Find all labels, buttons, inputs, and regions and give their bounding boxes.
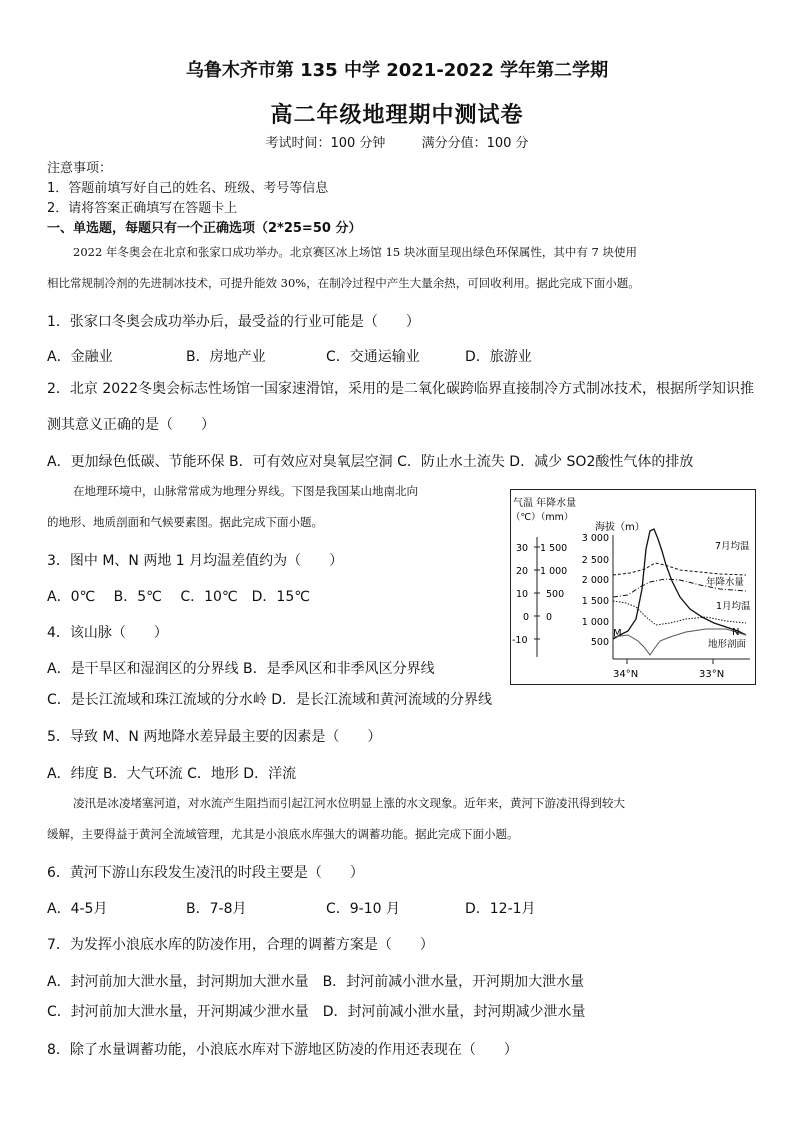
question-stem: 5．导致 M、N 两地降水差异最主要的因素是（ ） <box>47 729 382 745</box>
question-stem: 4．该山脉（ ） <box>47 625 168 641</box>
full-score: 满分分值：100 分 <box>421 136 529 151</box>
options-line: A．纬度 B．大气环流 C．地形 D．洋流 <box>47 766 297 782</box>
right-axis-title: 海拔（m） <box>595 522 645 533</box>
precip-tick: 1 500 <box>540 543 568 554</box>
temp-tick: 30 <box>516 543 529 554</box>
temp-tick: -10 <box>512 635 528 646</box>
question-stem: 6．黄河下游山东段发生凌汛的时段主要是（ ） <box>47 865 364 881</box>
elev-tick: 1 000 <box>581 617 609 628</box>
left-axis-title: 气温 年降水量 <box>513 498 577 509</box>
point-label-m: M <box>613 628 622 639</box>
legend-terrain-profile: 地形剖面 <box>708 639 747 650</box>
options-line: A．是干旱区和湿润区的分界线 B．是季风区和非季风区分界线 <box>47 661 435 677</box>
notes-item: 1．答题前填写好自己的姓名、班级、考号等信息 <box>47 181 329 196</box>
climate-terrain-profile-figure <box>510 489 756 685</box>
notes-item: 2．请将答案正确填写在答题卡上 <box>47 201 238 216</box>
option-a: A．4-5月 <box>47 901 108 917</box>
question-stem: 8．除了水量调蓄功能，小浪底水库对下游地区防凌的作用还表现在（ ） <box>47 1042 518 1058</box>
option-c: C．9-10 月 <box>326 901 400 917</box>
elev-tick: 500 <box>590 637 609 648</box>
notes-heading: 注意事项： <box>47 161 113 176</box>
temp-tick: 20 <box>516 566 529 577</box>
precip-tick: 0 <box>546 612 553 623</box>
question-stem: 3．图中 M、N 两地 1 月均温差值约为（ ） <box>47 553 344 569</box>
passage-line: 在地理环境中，山脉常常成为地理分界线。下图是我国某山地南北向 <box>73 484 418 498</box>
x-label-34N: 34°N <box>613 669 639 680</box>
point-label-n: N <box>732 627 740 638</box>
options-line: A．更加绿色低碳、节能环保 B．可有效应对臭氧层空洞 C．防止水土流失 D．减少 SO2酸性气体的排放 <box>47 454 694 470</box>
legend-precipitation: 年降水量 <box>706 577 745 588</box>
legend-july-temp: 7月均温 <box>715 541 750 552</box>
elev-tick: 2 500 <box>581 555 609 566</box>
section-heading: 一、单选题，每题只有一个正确选项（2*25=50 分） <box>47 221 362 236</box>
legend-january-temp: 1月均温 <box>716 601 751 612</box>
options-line: A．0℃ B．5℃ C．10℃ D．15℃ <box>47 589 310 605</box>
passage-line: 缓解，主要得益于黄河全流域管理，尤其是小浪底水库强大的调蓄功能。据此完成下面小题。 <box>47 827 519 841</box>
passage-line: 相比常规制冷剂的先进制冰技术，可提升能效 30%，在制冷过程中产生大量余热，可回收利用。据此完成下面小题。 <box>47 276 640 290</box>
options-line: A．封河前加大泄水量，封河期加大泄水量 B．封河前减小泄水量，开河期加大泄水量 <box>47 974 585 990</box>
passage-line: 2022 年冬奥会在北京和张家口成功举办。北京赛区冰上场馆 15 块冰面呈现出绿色环保属性，其中有 7 块使用 <box>73 245 637 259</box>
precip-tick: 1 000 <box>540 566 568 577</box>
question-stem: 2．北京 2022冬奥会标志性场馆一国家速滑馆，采用的是二氧化碳跨临界直接制冷方式制冰技术，根据所学知识推 <box>47 381 754 397</box>
option-c: C．交通运输业 <box>326 349 420 365</box>
exam-info <box>0 132 794 151</box>
options-line: C．是长江流域和珠江流域的分水岭 D．是长江流域和黄河流域的分界线 <box>47 692 493 708</box>
precip-tick: 500 <box>546 589 565 600</box>
question-stem: 1．张家口冬奥会成功举办后，最受益的行业可能是（ ） <box>47 314 420 330</box>
exam-school-title: 乌鲁木齐市第 135 中学 2021-2022 学年第二学期 <box>185 60 609 81</box>
option-b: B．房地产业 <box>186 349 266 365</box>
temp-tick: 0 <box>523 612 530 623</box>
passage-line: 凌汛是冰凌堵塞河道，对水流产生阻挡而引起江河水位明显上涨的水文现象。近年来，黄河下游凌汛得到较大 <box>73 796 625 810</box>
passage-line: 的地形、地质剖面和气候要素图。据此完成下面小题。 <box>47 515 323 529</box>
option-a: A．金融业 <box>47 349 113 365</box>
elev-tick: 1 500 <box>581 596 609 607</box>
option-d: D．旅游业 <box>465 349 532 365</box>
left-axis-units: （℃）（mm） <box>511 512 574 523</box>
x-label-33N: 33°N <box>699 669 725 680</box>
elev-tick: 2 000 <box>581 575 609 586</box>
options-line: C．封河前加大泄水量，开河期减少泄水量 D．封河前减小泄水量，封河期减少泄水量 <box>47 1004 586 1020</box>
elev-tick: 3 000 <box>581 533 609 544</box>
exam-title: 高二年级地理期中测试卷 <box>270 103 524 128</box>
exam-time: 考试时间：100 分钟 <box>265 136 386 151</box>
option-b: B．7-8月 <box>186 901 247 917</box>
temp-tick: 10 <box>516 589 529 600</box>
option-d: D．12-1月 <box>465 901 536 917</box>
question-stem: 测其意义正确的是（ ） <box>47 417 215 433</box>
question-stem: 7．为发挥小浪底水库的防凌作用，合理的调蓄方案是（ ） <box>47 937 434 953</box>
